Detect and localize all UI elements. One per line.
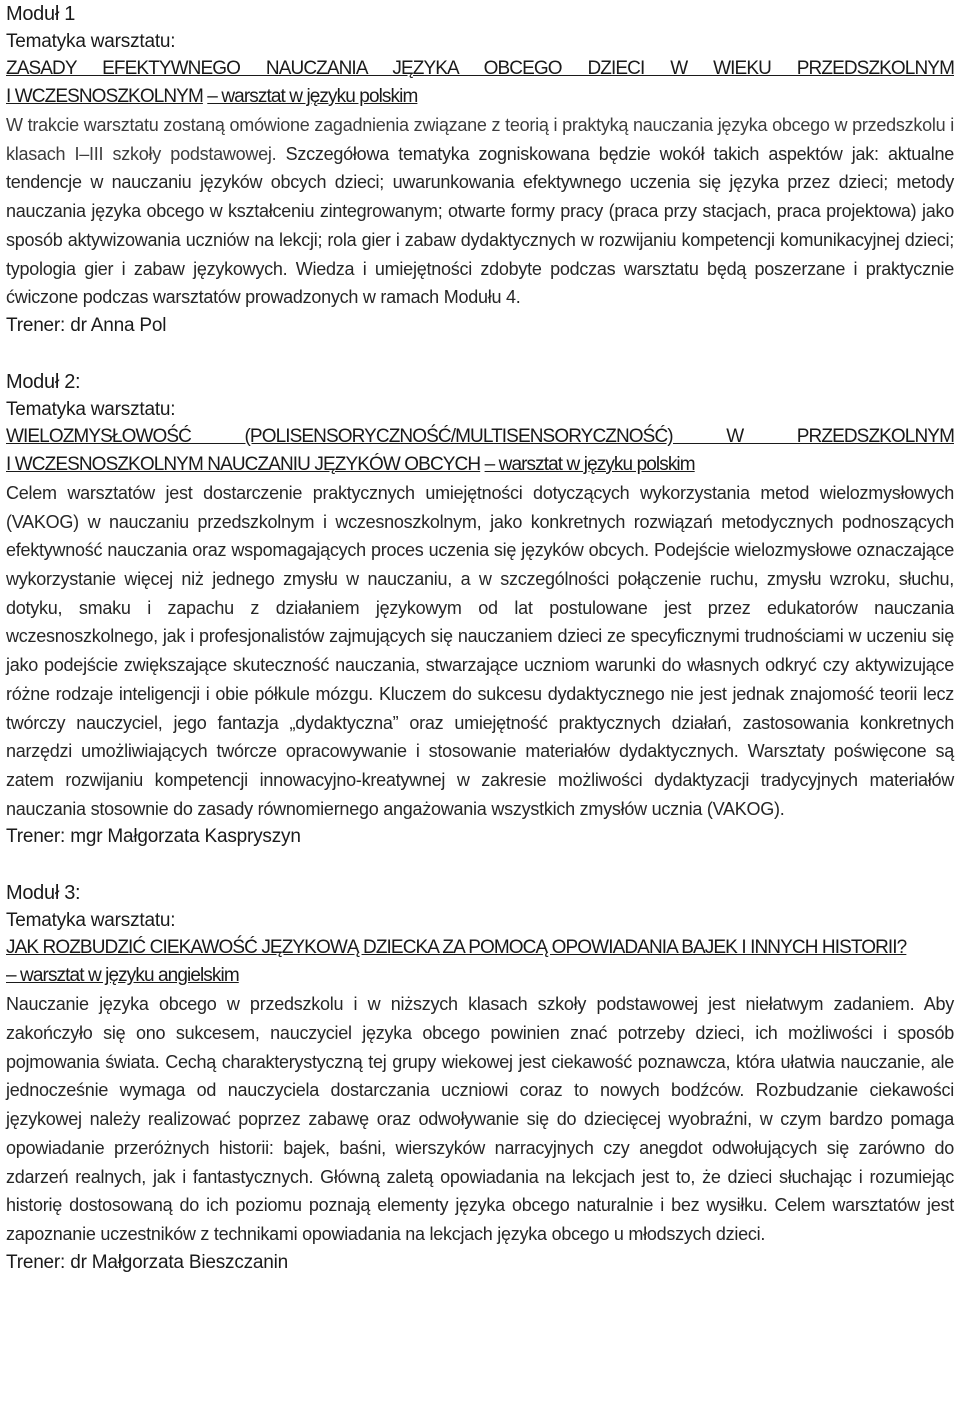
description-part-2: Cechą charakterystyczną tej grupy wiekowej jest ciekawość poznawcza, która ułatwia nauczanie, ale jednocześnie wymaga od nauczyciela dostarczania uczniowi coraz to nowych bodźców. Rozbudzanie ciekawości językowej należy realizować poprzez zabawę oraz odwoływanie się do dziecięcej wyobraźni, w czym bardzo pomaga opowiadanie przeróżnych historii: bajek, baśni, wierszyków narracyjnych czy anegdot odwołujących się zarówno do zdarzeń realnych, jak i fantastycznych. xyxy=(6,1051,955,1187)
trainer-label: Trener: xyxy=(6,314,66,336)
workshop-heading-line2 xyxy=(6,451,954,479)
workshop-language-note: – warsztat w języku polskim xyxy=(207,86,418,107)
trainer-name: dr Anna Pol xyxy=(65,314,167,336)
module-3 xyxy=(6,879,954,1276)
workshop-language-note: – warsztat w języku polskim xyxy=(484,453,695,475)
workshop-heading-line2 xyxy=(6,962,954,990)
workshop-heading-text: ZASADY EFEKTYWNEGO NAUCZANIA JĘZYKA OBCEGO DZIECI W WIEKU PRZEDSZKOLNYM xyxy=(6,58,954,79)
description-part-2: Podejście wielozmysłowe oznaczające wykorzystanie więcej niż jednego zmysłu w nauczaniu, a w szczególności połączenie ruchu, zmysłu wzroku, słuchu, dotyku, smaku i zapachu z działaniem językowym od lat postulowane jest przez edukatorów nauczania wczesnoszkolnego, jak i profesjonalistów zajmujących się nauczaniem dzieci ze specyficznymi trudnościami w uczeniu się jako podejście zwiększające skuteczność nauczania, stwarzające uczniom warunki do własnych odkryć czy aktywizujące różne rodzaje inteligencji i obie półkule mózgu. xyxy=(6,540,954,704)
workshop-description xyxy=(6,990,954,1248)
module-title: Moduł 2: xyxy=(6,370,81,393)
topic-label: Tematyka warsztatu: xyxy=(6,910,176,932)
module-spacer xyxy=(6,851,954,879)
description-part-3: Kluczem do sukcesu dydaktycznego nie jest jednak znajomość teorii lecz twórczy nauczyciel, jego fantazja „dydaktyczna” oraz umiejętność praktycznych działań, zastosowania konkretnych narzędzi umożliwiających twórcze opracowywanie i stosowanie materiałów dydaktycznych. Warsztaty poświęcone są zatem rozwijaniu kompetencji innowacyjno-kreatywnej w zakresie możliwości dydaktyzacji tradycyjnych materiałów nauczania stosownie do zasady równomiernego angażowania wszystkich zmysłów ucznia (VAKOG). xyxy=(6,683,955,819)
description-part-1: Nauczanie języka obcego w przedszkolu i w niższych klasach szkoły podstawowej jest niełatwym zadaniem. Aby zakończyło się ono sukcesem, nauczyciel języka obcego powinien znać potrzeby dzieci, ich możliwości i sposób pojmowania świata. xyxy=(6,994,954,1072)
workshop-description xyxy=(6,111,954,312)
trainer-line xyxy=(6,823,954,851)
trainer-name: dr Małgorzata Bieszczanin xyxy=(65,1251,289,1273)
workshop-heading-line1 xyxy=(6,423,954,451)
workshop-heading-line1 xyxy=(6,934,954,962)
workshop-heading-line1 xyxy=(6,55,954,83)
workshop-description xyxy=(6,479,954,823)
workshop-heading-text-cont: I WCZESNOSZKOLNYM xyxy=(6,86,203,107)
module-title: Moduł 1 xyxy=(6,3,76,25)
workshop-heading-text-cont: I WCZESNOSZKOLNYM NAUCZANIU JĘZYKÓW OBCYCH xyxy=(6,453,481,475)
trainer-label: Trener: xyxy=(6,826,66,848)
trainer-name: mgr Małgorzata Kaspryszyn xyxy=(65,826,301,848)
topic-label: Tematyka warsztatu: xyxy=(6,31,176,52)
description-part-1: W trakcie warsztatu zostaną omówione zagadnienia związane z teorią i praktyką nauczania języka obcego w przedszkolu i klasach I–III szkoły podstawowej. xyxy=(6,115,954,164)
module-spacer xyxy=(6,340,954,368)
trainer-label: Trener: xyxy=(6,1251,66,1273)
description-part-2: Szczegółowa tematyka zogniskowana będzie wokół takich aspektów jak: aktualne tendencje w nauczaniu języków obcych dzieci; uwarunkowania efektywnego uczenia się języka przez dzieci; metody nauczania języka obcego w kształceniu zintegrowanym; otwarte formy pracy (praca przy stacjach, praca projektowa) jako sposób aktywizowania uczniów na lekcji; rola gier i zabaw dydaktycznych w rozwijaniu kompetencji komunikacyjnej dzieci; typologia gier i zabaw językowych. xyxy=(6,143,955,279)
description-part-3: Wiedza i umiejętności zdobyte podczas warsztatu będą poszerzane i praktycznie ćwiczone podczas warsztatów prowadzonych w ramach Modułu 4. xyxy=(6,258,954,308)
module-title: Moduł 3: xyxy=(6,882,81,905)
workshop-heading-line2 xyxy=(6,83,954,111)
description-part-3: Główną zaletą opowiadania na lekcjach jest to, że dzieci słuchając i rozumiejąc historię dostosowaną do ich poziomu poznają elementy języka obcego naturalnie i bez wysiłku. Celem warsztatów jest zapoznanie uczestników z technikami opowiadania na lekcjach języka obcego u młodszych dzieci. xyxy=(6,1166,954,1244)
workshop-heading-text: JAK ROZBUDZIĆ CIEKAWOŚĆ JĘZYKOWĄ DZIECKA ZA POMOCĄ OPOWIADANIA BAJEK I INNYCH HISTORII? xyxy=(6,937,907,959)
workshop-language-note: – warsztat w języku angielskim xyxy=(6,965,239,987)
workshop-heading-text: WIELOZMYSŁOWOŚĆ (POLISENSORYCZNOŚĆ/MULTISENSORYCZNOŚĆ) W PRZEDSZKOLNYM xyxy=(6,425,954,447)
module-2 xyxy=(6,368,954,851)
trainer-line xyxy=(6,312,954,340)
module-1 xyxy=(6,0,954,340)
description-part-1: Celem warsztatów jest dostarczenie praktycznych umiejętności dotyczących wykorzystania metod wielozmysłowych (VAKOG) w nauczaniu przedszkolnym i wczesnoszkolnym, jako konkretnych rozwiązań metodycznych podnoszących efektywność nauczania oraz wspomagających proces uczenia się języków obcych. xyxy=(6,482,954,561)
trainer-line xyxy=(6,1249,954,1277)
topic-label: Tematyka warsztatu: xyxy=(6,398,176,420)
